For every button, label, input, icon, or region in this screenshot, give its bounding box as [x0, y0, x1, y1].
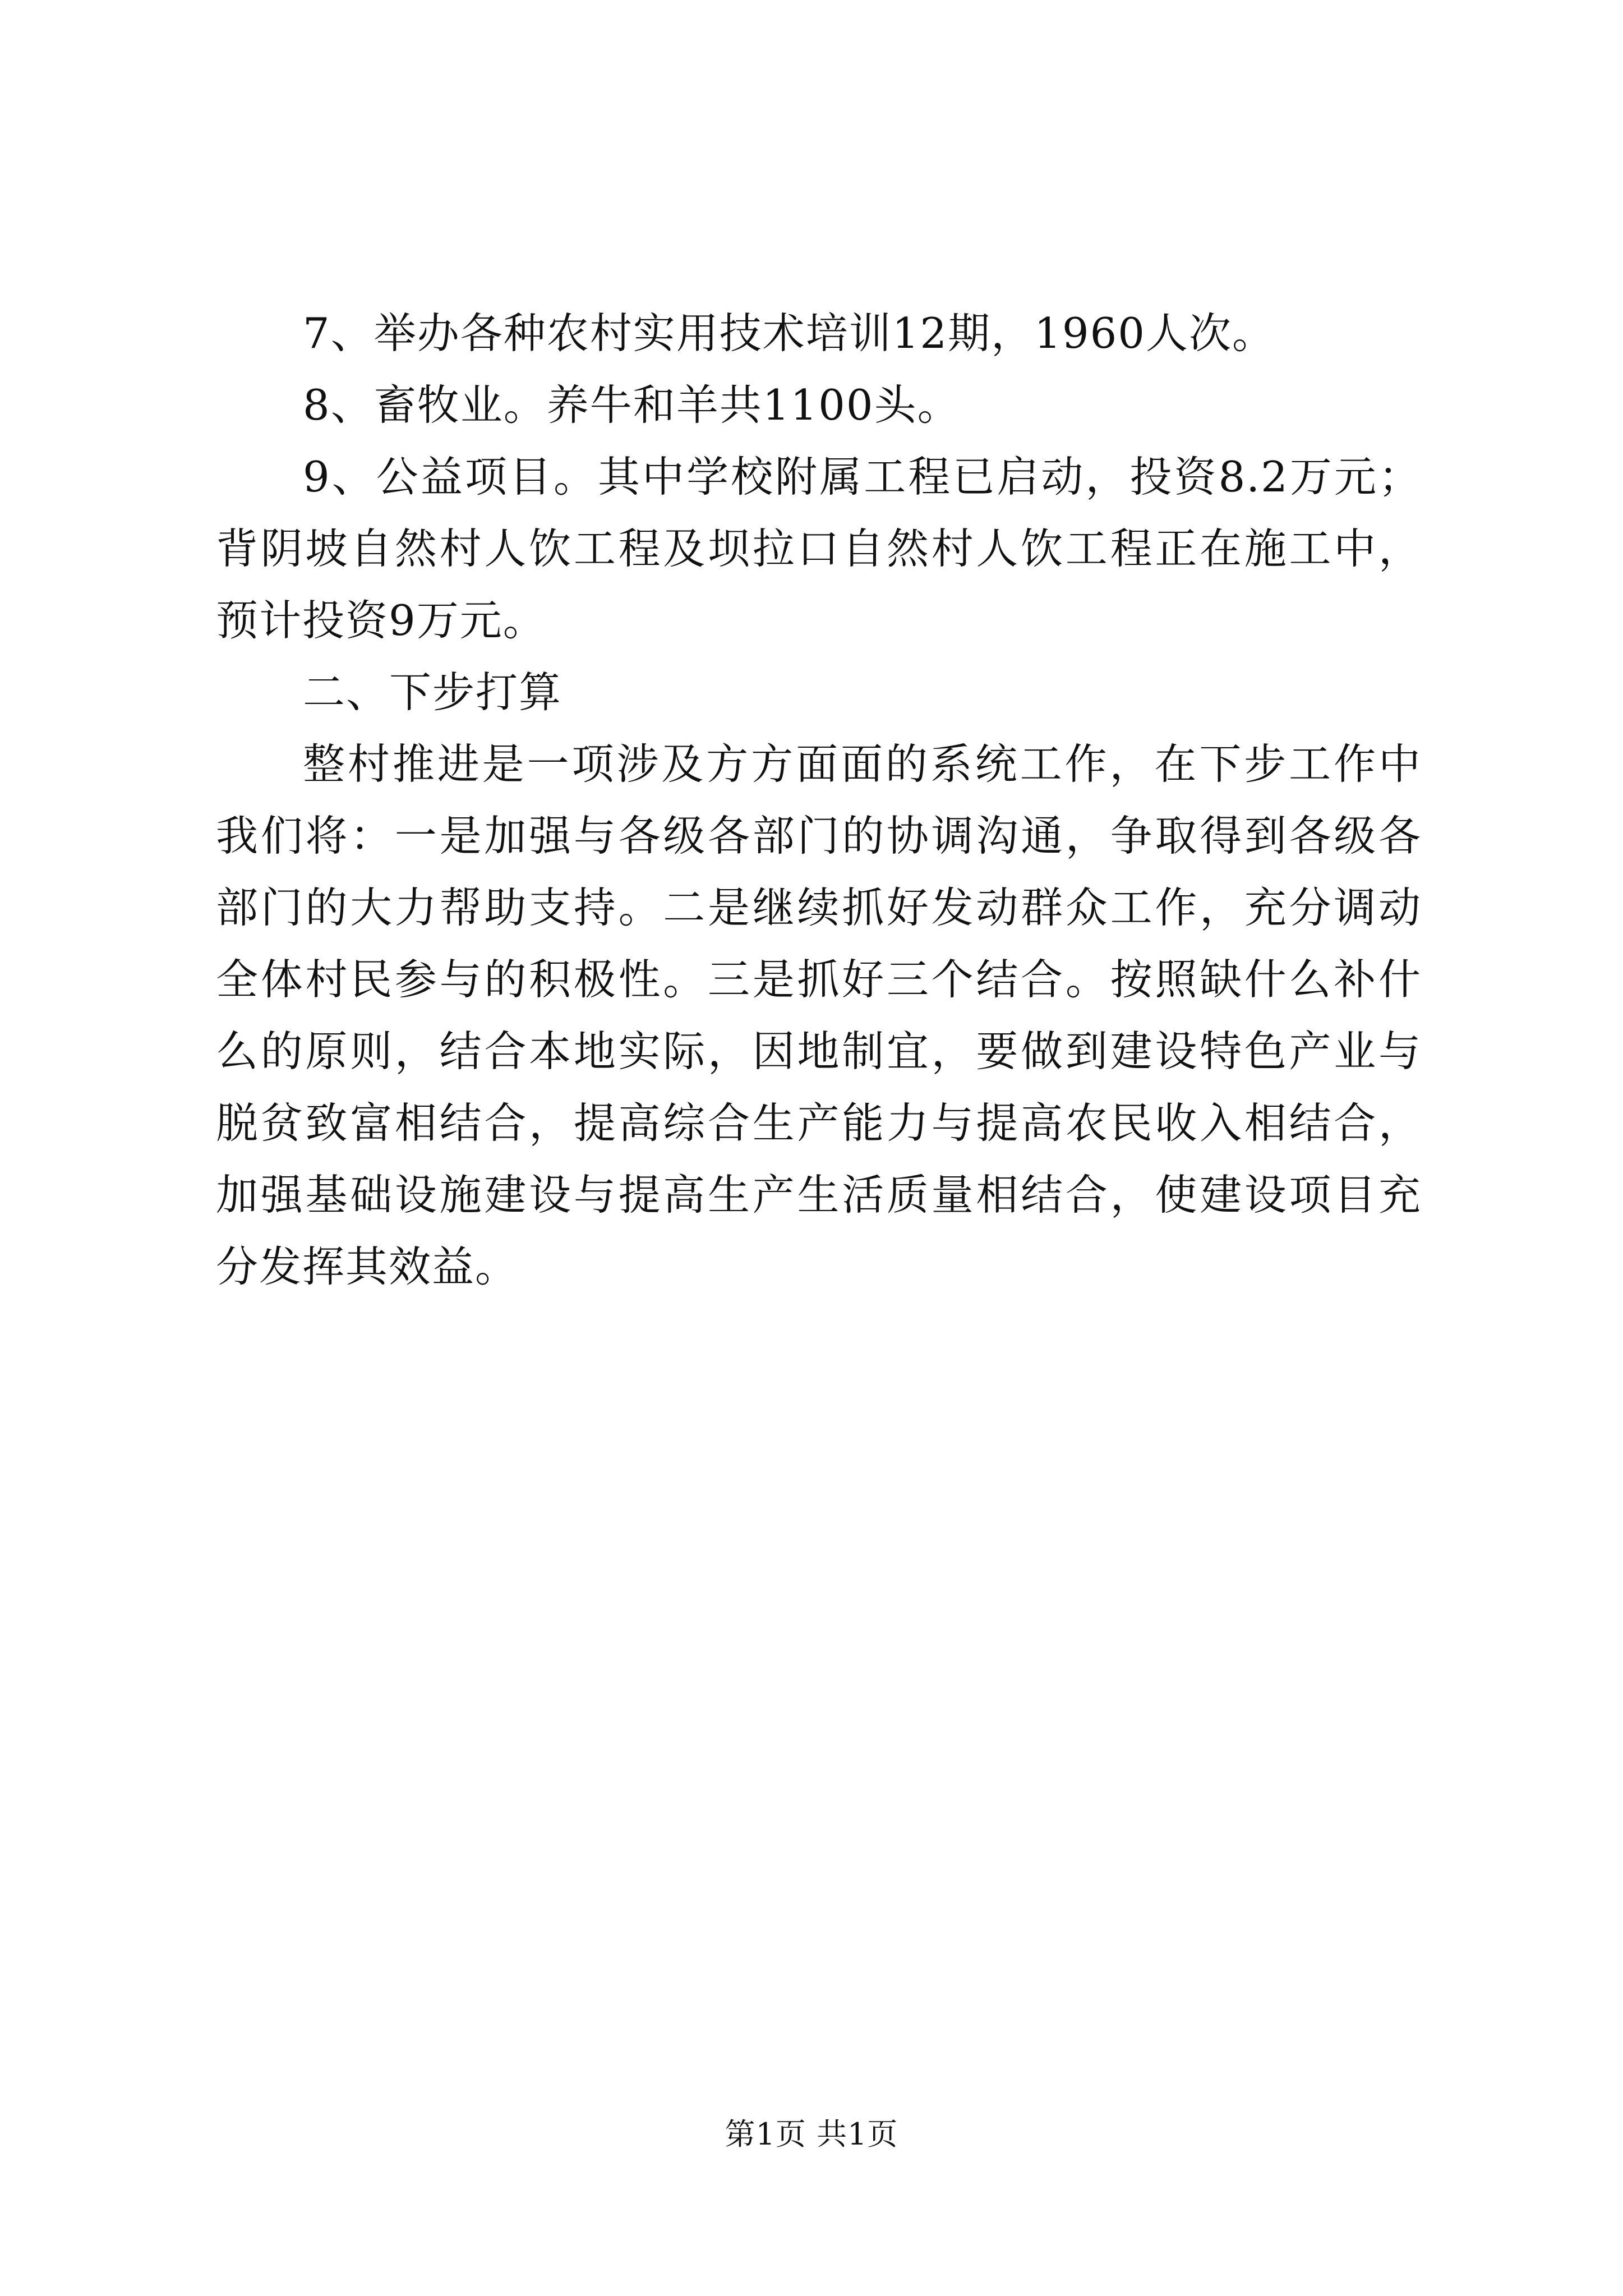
page-number-footer: 第1页 共1页: [725, 2116, 898, 2152]
section-heading-next-steps: 二、下步打算: [303, 668, 562, 717]
paragraph-public-projects: 9、公益项目。其中学校附属工程已启动，投资8.2万元；背阴坡自然村人饮工程及坝拉口自然村人饮工程正在施工中，预计投资9万元。: [216, 452, 1422, 645]
paragraph-training: 7、举办各种农村实用技术培训12期，1960人次。: [303, 309, 1276, 358]
paragraph-plan: 整村推进是一项涉及方方面面的系统工作，在下步工作中我们将：一是加强与各级各部门的协调沟通，争取得到各级各部门的大力帮助支持。二是继续抓好发动群众工作，充分调动全体村民参与的积极性。三是抓好三个结合。按照缺什么补什么的原则，结合本地实际，因地制宜，要做到建设特色产业与脱贫致富相结合，提高综合生产能力与提高农民收入相结合，加强基础设施建设与提高生产生活质量相结合，使建设项目充分发挥其效益。: [216, 739, 1422, 1291]
document-body: [216, 297, 1422, 1303]
paragraph-livestock: 8、畜牧业。养牛和羊共1100头。: [303, 380, 961, 430]
